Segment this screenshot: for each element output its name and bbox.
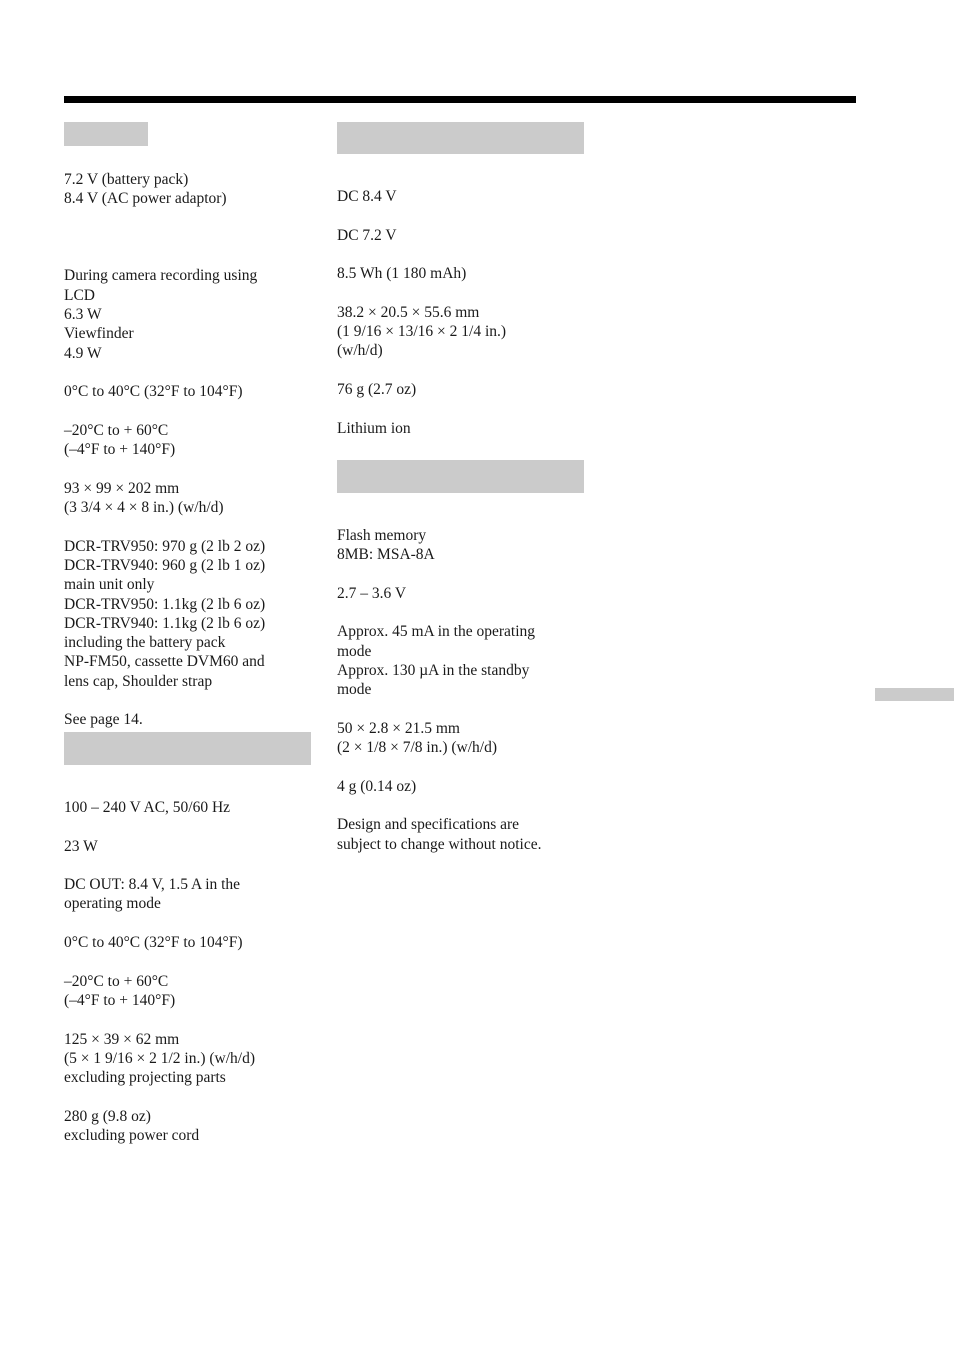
spec-line: (5 × 1 9/16 × 2 1/2 in.) (w/h/d): [64, 1049, 255, 1067]
spec-line: lens cap, Shoulder strap: [64, 672, 213, 690]
spec-entry: [64, 382, 304, 401]
section-index-tab: [875, 688, 954, 701]
spec-line: (–4°F to + 140°F): [64, 441, 176, 459]
spec-line: DC 7.2 V: [337, 226, 397, 244]
spec-entry: [64, 875, 304, 914]
spec-line: Viewfinder: [64, 325, 134, 343]
spec-line: 125 × 39 × 62 mm: [64, 1030, 180, 1048]
spec-line: Lithium ion: [337, 419, 411, 437]
spec-line: mode: [337, 681, 372, 699]
section-heading-bar-system: [64, 122, 148, 146]
spec-line: Approx. 130 µA in the standby: [337, 662, 530, 680]
spec-entry: [337, 187, 577, 206]
spec-entry: [64, 479, 304, 518]
spec-entry: [337, 526, 577, 565]
spec-line: DCR-TRV940: 960 g (2 lb 1 oz): [64, 556, 266, 574]
spec-entry: [64, 421, 304, 460]
spec-line: 93 × 99 × 202 mm: [64, 479, 180, 497]
spec-line: NP-FM50, cassette DVM60 and: [64, 653, 265, 671]
spec-entry: [64, 710, 304, 729]
spec-entry: [337, 380, 577, 399]
spec-line: 280 g (9.8 oz): [64, 1107, 151, 1125]
spec-line: 7.2 V (battery pack): [64, 171, 189, 188]
spec-line: excluding power cord: [64, 1127, 200, 1145]
spec-entry: [64, 798, 304, 817]
spec-entry: [64, 1030, 304, 1088]
spec-line: During camera recording using: [64, 267, 258, 285]
spec-entry: [337, 719, 577, 758]
spec-entry: [64, 228, 304, 247]
spec-entry: [337, 584, 577, 603]
memory-stick-spec-list: [337, 526, 577, 873]
spec-line: DCR-TRV950: 1.1kg (2 lb 6 oz): [64, 595, 266, 613]
spec-entry: [64, 266, 304, 362]
spec-entry: [337, 226, 577, 245]
spec-line: (–4°F to + 140°F): [64, 991, 176, 1009]
spec-line: mode: [337, 642, 372, 660]
spec-line: 6.3 W: [64, 306, 102, 324]
section-heading-bar-battery: [337, 122, 584, 154]
spec-line: 2.7 – 3.6 V: [337, 584, 407, 602]
spec-entry: [337, 815, 577, 854]
system-spec-list: [64, 170, 304, 749]
spec-entry: [64, 1107, 304, 1146]
spec-line: LCD: [64, 286, 95, 304]
spec-line: 50 × 2.8 × 21.5 mm: [337, 719, 460, 737]
spec-line: Design and specifications are: [337, 816, 520, 834]
spec-line: 100 – 240 V AC, 50/60 Hz: [64, 799, 231, 816]
spec-entry: [64, 170, 304, 209]
spec-line: DC OUT: 8.4 V, 1.5 A in the: [64, 876, 241, 894]
spec-line: (2 × 1/8 × 7/8 in.) (w/h/d): [337, 739, 497, 757]
spec-line: including the battery pack: [64, 634, 226, 652]
spec-entry: [337, 303, 577, 361]
spec-line: DCR-TRV940: 1.1kg (2 lb 6 oz): [64, 614, 266, 632]
spec-line: excluding projecting parts: [64, 1069, 226, 1087]
spec-line: 0°C to 40°C (32°F to 104°F): [64, 934, 243, 952]
spec-line: 8.4 V (AC power adaptor): [64, 190, 227, 208]
spec-line: main unit only: [64, 576, 155, 594]
spec-line: (w/h/d): [337, 342, 383, 360]
spec-line: 8MB: MSA-8A: [337, 546, 435, 564]
spec-line: operating mode: [64, 895, 161, 913]
spec-line: 76 g (2.7 oz): [337, 380, 417, 398]
spec-entry: [64, 837, 304, 856]
section-heading-bar-memory-stick: [337, 460, 584, 493]
spec-line: (3 3/4 × 4 × 8 in.) (w/h/d): [64, 499, 224, 517]
spec-line: 23 W: [64, 837, 98, 855]
spec-line: Approx. 45 mA in the operating: [337, 623, 536, 641]
spec-entry: [337, 419, 577, 438]
spec-line: DC 8.4 V: [337, 188, 397, 205]
spec-entry: [337, 622, 577, 699]
spec-entry: [64, 972, 304, 1011]
spec-entry: [64, 933, 304, 952]
spec-line: subject to change without notice.: [337, 835, 542, 853]
spec-line: –20°C to + 60°C: [64, 421, 169, 439]
top-rule: [64, 96, 856, 103]
spec-line: See page 14.: [64, 711, 143, 729]
battery-spec-list: [337, 187, 577, 457]
spec-line: DCR-TRV950: 970 g (2 lb 2 oz): [64, 537, 266, 555]
spec-line: –20°C to + 60°C: [64, 972, 169, 990]
spec-line: 4.9 W: [64, 344, 102, 362]
spec-line: (1 9/16 × 13/16 × 2 1/4 in.): [337, 323, 507, 341]
spec-entry: [64, 537, 304, 691]
spec-line: 0°C to 40°C (32°F to 104°F): [64, 383, 243, 401]
spec-line: 4 g (0.14 oz): [337, 777, 417, 795]
ac-adaptor-spec-list: [64, 798, 304, 1165]
spec-entry: [337, 264, 577, 283]
spec-line: 38.2 × 20.5 × 55.6 mm: [337, 303, 480, 321]
spec-entry: [337, 777, 577, 796]
spec-line: Flash memory: [337, 527, 427, 544]
spec-line: 8.5 Wh (1 180 mAh): [337, 265, 467, 283]
